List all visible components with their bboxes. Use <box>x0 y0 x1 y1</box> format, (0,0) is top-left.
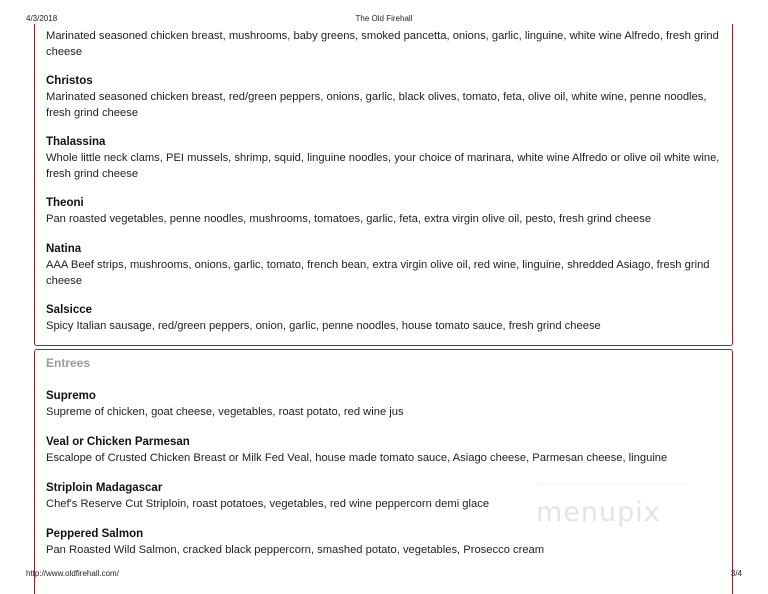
menu-item-name: Veal or Chicken Parmesan <box>46 436 190 448</box>
menu-item-description: Pan Roasted Wild Salmon, cracked black peppercorn, smashed potato, vegetables, Prosecco cream <box>46 544 545 556</box>
menu-item-description: Marinated seasoned chicken breast, mushrooms, baby greens, smoked pancetta, onions, garlic, linguine, white wine Alfredo, fresh grind cheese <box>46 30 719 58</box>
print-url: http://www.oldfirehall.com/ <box>26 569 119 578</box>
menu-item-description: Spicy Italian sausage, red/green peppers, onion, garlic, penne noodles, house tomato sauce, fresh grind cheese <box>46 320 601 332</box>
page-number: 3/4 <box>730 569 742 578</box>
menu-item <box>46 389 726 420</box>
watermark-rule <box>536 484 686 489</box>
menu-item-name: Salsicce <box>46 304 93 316</box>
menu-item-name: Theoni <box>46 197 84 209</box>
print-page-title: The Old Firehall <box>355 14 413 23</box>
print-date: 4/3/2018 <box>26 14 58 23</box>
section-title: Entrees <box>46 356 91 370</box>
menu-item-description: Escalope of Crusted Chicken Breast or Milk Fed Veal, house made tomato sauce, Asiago cheese, Parmesan cheese, linguine <box>46 452 668 464</box>
menu-item <box>46 303 726 334</box>
menu-item-description: Supreme of chicken, goat cheese, vegetables, roast potato, red wine jus <box>46 406 404 418</box>
menu-item <box>46 196 726 227</box>
menu-item-description: Marinated seasoned chicken breast, red/green peppers, onions, garlic, black olives, tomato, feta, olive oil, white wine, penne noodles, fresh grind cheese <box>46 91 707 119</box>
menu-item <box>46 74 726 121</box>
menu-item <box>46 28 726 60</box>
pasta-section-panel <box>34 24 733 346</box>
menu-item-description: Chef's Reserve Cut Striploin, roast potatoes, vegetables, red wine peppercorn demi glace <box>46 498 490 510</box>
menu-item <box>46 242 726 289</box>
menu-item-description: Whole little neck clams, PEI mussels, shrimp, squid, linguine noodles, your choice of marinara, white wine Alfredo or olive oil white wine, fresh grind cheese <box>46 152 720 180</box>
menu-item <box>46 527 726 558</box>
menu-item <box>46 435 726 466</box>
menupix-watermark: menupix <box>536 497 661 528</box>
menu-item-description: Pan roasted vegetables, penne noodles, mushrooms, tomatoes, garlic, feta, extra virgin olive oil, pesto, fresh grind cheese <box>46 213 652 225</box>
entrees-section-panel <box>34 349 733 594</box>
menu-item <box>46 135 726 182</box>
menu-item-name: Thalassina <box>46 136 106 148</box>
menu-item-name: Peppered Salmon <box>46 528 144 540</box>
menu-item-name: Christos <box>46 75 93 87</box>
menu-item-name: Natina <box>46 243 82 255</box>
menu-item-description: AAA Beef strips, mushrooms, onions, garlic, tomato, french bean, extra virgin olive oil, red wine, linguine, shredded Asiago, fresh grind cheese <box>46 259 710 287</box>
menu-item-name: Supremo <box>46 390 96 402</box>
menu-item-name: Striploin Madagascar <box>46 482 163 494</box>
